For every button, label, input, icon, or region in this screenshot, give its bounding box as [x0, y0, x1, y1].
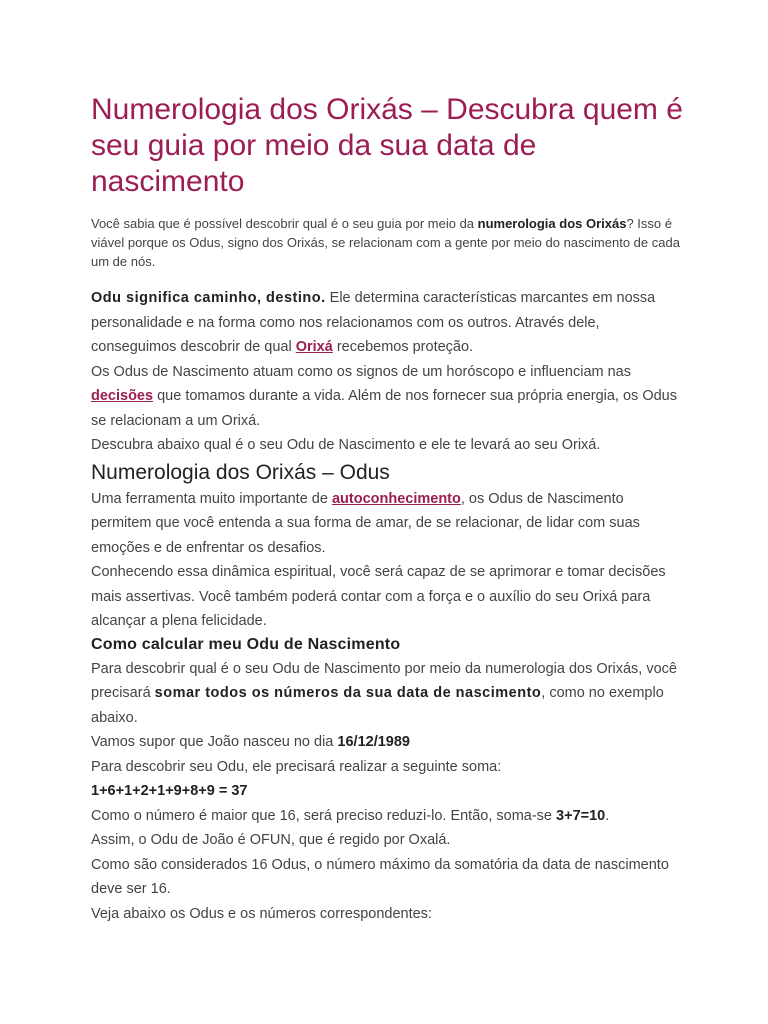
paragraph-odu-meaning — [91, 286, 681, 360]
ferramenta-text: Uma ferramenta muito importante de — [91, 490, 332, 507]
paragraph-conhecendo: Conhecendo essa dinâmica espiritual, você será capaz de se aprimorar e tomar decisões mais assertivas. Você também poderá contar com a força e o auxílio do seu Orixá para alcançar a plena felicidade. — [91, 564, 666, 629]
ferramenta-text-end: , os Odus de Nascimento permitem que você entenda a sua forma de amar, de se relacionar, de lidar com suas emoções e de enfrentar os desafios. — [91, 490, 640, 556]
article-body — [91, 286, 681, 926]
paragraph-16-odus: Como são considerados 16 Odus, o número máximo da somatória da data de nascimento deve ser 16. — [91, 856, 669, 897]
calcular-bold: somar todos os números da sua data de nascimento — [154, 685, 542, 701]
reduzir-text-end: . — [605, 807, 610, 824]
reduzir-text: Como o número é maior que 16, será preciso reduzi-lo. Então, soma-se — [91, 807, 557, 824]
section-heading-odus: Numerologia dos Orixás – Odus — [91, 460, 390, 484]
paragraph-ofun: Assim, o Odu de João é OFUN, que é regido por Oxalá. — [91, 832, 451, 848]
article-title: Numerologia dos Orixás – Descubra quem é seu guia por meio da sua data de nascimento — [91, 93, 683, 198]
subheading-calcular: Como calcular meu Odu de Nascimento — [91, 635, 401, 653]
odus-nascimento-text-end: que tomamos durante a vida. Além de nos fornecer sua própria energia, os Odus se relacionam a um Orixá. — [91, 388, 677, 429]
intro-text-start: Você sabia que é possível descobrir qual é o seu guia por meio da — [91, 216, 478, 231]
paragraph-veja-abaixo: Veja abaixo os Odus e os números correspondentes: — [91, 905, 432, 922]
calcular-text-end: , como no exemplo abaixo. — [91, 685, 664, 726]
paragraph-odus-nascimento — [91, 360, 681, 434]
odus-nascimento-text: Os Odus de Nascimento atuam como os signos de um horóscopo e influenciam nas — [91, 363, 631, 380]
intro-bold-numerologia: numerologia dos Orixás — [477, 216, 627, 231]
paragraph-soma-intro: Para descobrir seu Odu, ele precisará realizar a seguinte soma: — [91, 758, 502, 775]
calcular-text: Para descobrir qual é o seu Odu de Nascimento por meio da numerologia dos Orixás, você precisará — [91, 660, 677, 701]
paragraph-descubra: Descubra abaixo qual é o seu Odu de Nascimento e ele te levará ao seu Orixá. — [91, 437, 601, 453]
odu-meaning-text: Ele determina características marcantes em nossa personalidade e na forma como nos relacionamos com os outros. Através dele, conseguimos descobrir de qual — [91, 290, 656, 355]
decisoes-link[interactable]: decisões — [91, 388, 154, 404]
odu-meaning-bold: Odu significa caminho, destino. — [91, 290, 326, 306]
exemplo-data-text: Vamos supor que João nasceu no dia — [91, 734, 338, 750]
exemplo-data-bold: 16/12/1989 — [337, 734, 410, 750]
orixa-link[interactable]: Orixá — [295, 339, 333, 355]
intro-paragraph — [91, 214, 681, 271]
paragraph-soma: 1+6+1+2+1+9+8+9 = 37 — [91, 783, 248, 799]
paragraph-exemplo-data — [91, 730, 681, 755]
reduzir-bold: 3+7=10 — [556, 807, 606, 824]
paragraph-calcular — [91, 657, 681, 731]
autoconhecimento-link[interactable]: autoconhecimento — [331, 490, 461, 507]
paragraph-ferramenta — [91, 487, 681, 561]
odu-meaning-text-end: recebemos proteção. — [332, 339, 474, 355]
paragraph-reduzir — [91, 804, 681, 829]
intro-text-end: ? Isso é viável porque os Odus, signo dos Orixás, se relacionam com a gente por meio do nascimento de cada um de nós. — [91, 216, 680, 269]
